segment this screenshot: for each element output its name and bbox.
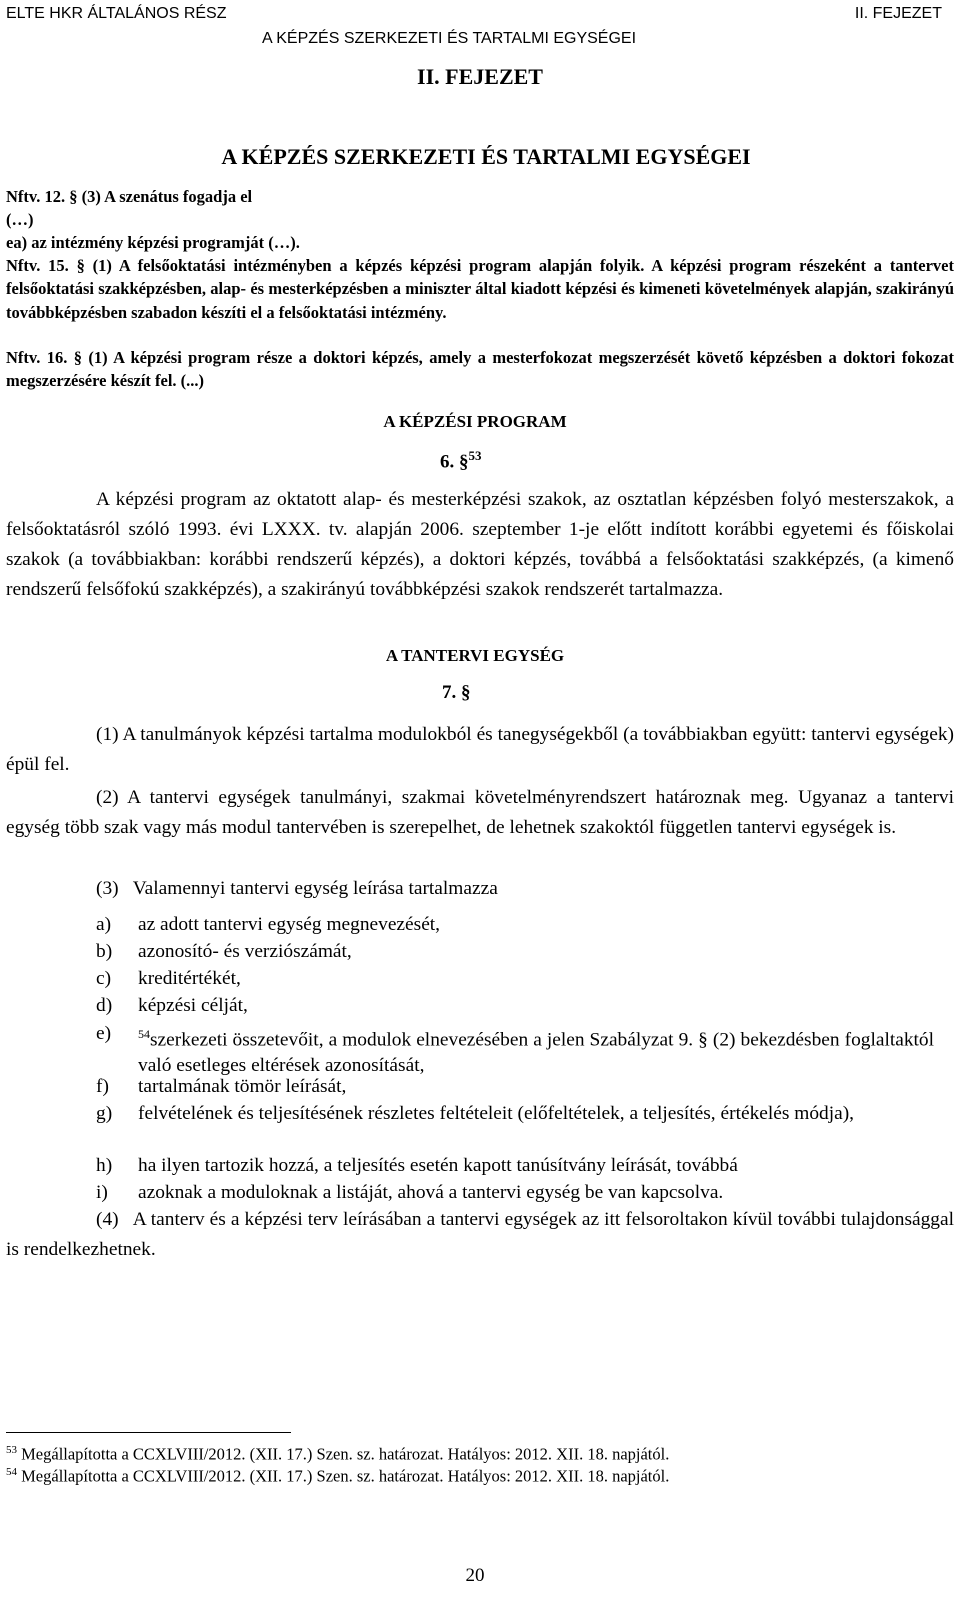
quote-nftv-16: Nftv. 16. § (1) A képzési program része a doktori képzés, amely a mesterfokozat megszerzését követő képzésben a doktori fokozat megszerzésére készít fel. (...) (6, 348, 954, 391)
list-item-label: c) (96, 968, 112, 989)
running-header-right: II. FEJEZET (854, 5, 942, 22)
running-header-left: ELTE HKR ÁLTALÁNOS RÉSZ (6, 5, 227, 22)
footnote-text: Megállapította a CCXLVIII/2012. (XII. 17.) Szen. sz. határozat. Hatályos: 2012. XII. 18. napjától. (21, 1444, 670, 1464)
footnote-separator (6, 1432, 291, 1433)
footnote-ref-54: 54 (138, 1027, 150, 1041)
paragraph-number-6 (440, 448, 482, 473)
quote-line-3: ea) az intézmény képzési programját (…). (6, 233, 300, 252)
chapter-number: II. FEJEZET (417, 64, 543, 89)
section-title-tantervi-egyseg: A TANTERVI EGYSÉG (385, 646, 565, 665)
list-item-label: a) (96, 914, 112, 935)
footnote-text: Megállapította a CCXLVIII/2012. (XII. 17.) Szen. sz. határozat. Hatályos: 2012. XII. 18. napjától. (21, 1466, 670, 1486)
list-item-text: tartalmának tömör leírását, (138, 1076, 347, 1097)
list-item-text: felvételének és teljesítésének részletes feltételeit (előfeltételek, a teljesítés, értékelés módja), (138, 1103, 855, 1124)
list-item-text: ha ilyen tartozik hozzá, a teljesítés esetén kapott tanúsítvány leírását, továbbá (138, 1155, 738, 1176)
section-7-para-3: (3) Valamennyi tantervi egység leírása tartalmazza (96, 878, 498, 899)
footnote-ref-53: 53 (468, 448, 482, 463)
list-item-label: d) (96, 995, 113, 1016)
list-item-label: g) (96, 1103, 113, 1124)
list-item-text-body: szerkezeti összetevőit, a modulok elnevezésében a jelen Szabályzat 9. § (2) bekezdésben foglaltaktól való esetleges eltérések azonosítását, (138, 1029, 934, 1077)
page-number: 20 (465, 1565, 485, 1586)
section-title-kepzesi-program: A KÉPZÉSI PROGRAM (383, 412, 567, 431)
list-item-label: b) (96, 941, 113, 962)
list-item-label: i) (96, 1182, 108, 1203)
running-header-subtitle: A KÉPZÉS SZERKEZETI ÉS TARTALMI EGYSÉGEI (262, 30, 637, 47)
footnote-number: 53 (6, 1444, 17, 1456)
list-item-label: f) (96, 1076, 109, 1097)
paragraph-number-7: 7. § (442, 682, 471, 703)
section-7-para-4: (4) A tanterv és a képzési terv leírásában a tantervi egységek az itt felsoroltakon kívül további tulajdonsággal is rendelkezhetnek. (6, 1209, 959, 1260)
list-item-text: azoknak a moduloknak a listáját, ahová a tantervi egység be van kapcsolva. (138, 1182, 724, 1203)
list-item-text: képzési célját, (138, 995, 248, 1016)
list-item-label: h) (96, 1155, 113, 1176)
chapter-title: A KÉPZÉS SZERKEZETI ÉS TARTALMI EGYSÉGEI (221, 144, 751, 169)
list-item-label: e) (96, 1023, 112, 1044)
quote-line-2: (…) (6, 210, 34, 229)
quote-nftv-15: Nftv. 15. § (1) A felsőoktatási intézményben a képzés képzési program alapján folyik. A képzési program részeként a tantervet felsőoktatási szakképzésben, alap- és mesterképzésben a miniszter által kiadott képzési és kimeneti követelmények alapján, szakirányú továbbképzésben szabadon készíti el a felsőoktatási intézmény. (6, 256, 954, 322)
section-6-text: A képzési program az oktatott alap- és mesterképzési szakok, az osztatlan képzésben folyó mesterszakok, a felsőoktatásról szóló 1993. évi LXXX. tv. alapján 2006. szeptember 1-je előtt indított korábbi egyetemi és főiskolai szakok (a továbbiakban: korábbi rendszerű képzés), a doktori képzés, továbbá a felsőoktatási szakképzés, (a kimenő rendszerű felsőfokú szakképzés), a szakirányú továbbképzési szakok rendszerét tartalmazza. (6, 489, 954, 600)
footnote-54 (6, 1462, 669, 1487)
section-7-para-1: (1) A tanulmányok képzési tartalma modulokból és tanegységekből (a továbbiakban együtt: tantervi egységek) épül fel. (6, 724, 954, 775)
list-item-text: kreditértékét, (138, 968, 241, 989)
section-7-para-2: (2) A tantervi egységek tanulmányi, szakmai követelményrendszert határoznak meg. Ugyanaz a tantervi egység több szak vagy más modul tantervében is szerepelhet, de lehetnek szakoktól független tantervi egységek is. (6, 787, 954, 838)
list-item-text: az adott tantervi egység megnevezését, (138, 914, 441, 935)
footnote-number: 54 (6, 1466, 17, 1478)
quote-line-1: Nftv. 12. § (3) A szenátus fogadja el (6, 187, 253, 206)
footnote-53 (6, 1440, 669, 1465)
list-item-text (138, 1021, 934, 1079)
paragraph-number-6-label: 6. § (440, 451, 469, 473)
list-item-text: azonosító- és verziószámát, (138, 941, 352, 962)
